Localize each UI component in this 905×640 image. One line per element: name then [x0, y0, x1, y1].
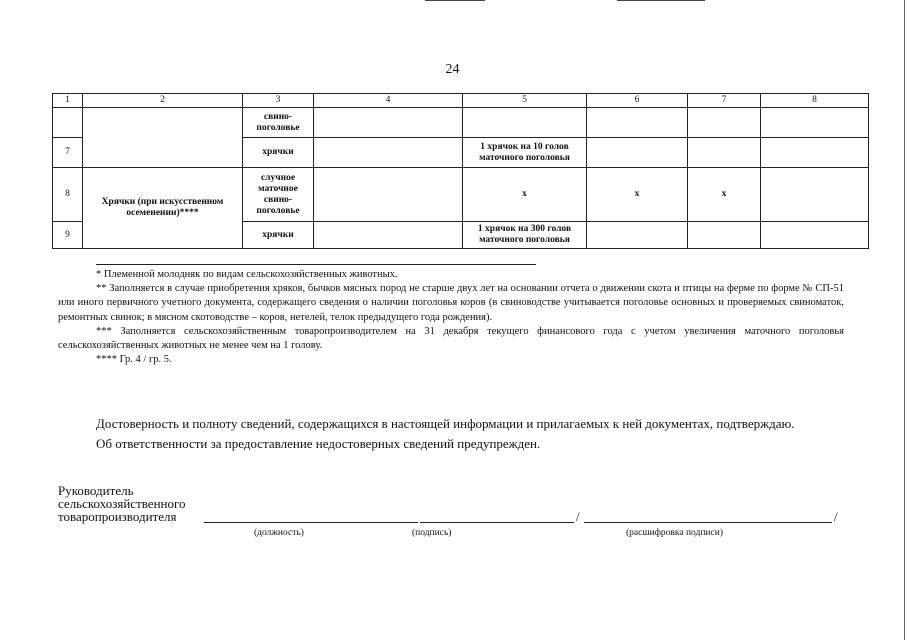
- table-cell-x-mark: х: [688, 168, 761, 222]
- position-field[interactable]: [204, 522, 418, 523]
- header-cell: 4: [314, 94, 463, 108]
- table-cell: [314, 222, 463, 249]
- table-cell-animal-group: случное маточное свино- поголовье: [243, 168, 314, 222]
- row-number: 8: [53, 168, 83, 222]
- header-cell: 1: [53, 94, 83, 108]
- row-number: 7: [53, 138, 83, 168]
- table-cell-norm: 1 хрячок на 10 голов маточного поголовья: [463, 138, 587, 168]
- signature-block: [58, 483, 858, 538]
- attestation-confirm: Достоверность и полноту сведений, содержащихся в настоящей информации и прилагаемых к ней документах, подтверждаю.: [96, 416, 795, 431]
- caption-signature: (подпись): [412, 528, 452, 538]
- signer-title-line-3: товаропроизводителя: [58, 509, 177, 524]
- attestation-liability: Об ответственности за предоставление недостоверных сведений предупрежден.: [96, 436, 541, 451]
- header-cell: 8: [761, 94, 869, 108]
- table-cell: [314, 108, 463, 138]
- table-header-row: [53, 94, 869, 108]
- footnote-3: *** Заполняется сельскохозяйственным товаропроизводителем на 31 декабря текущего финансового года с учетом увеличения маточного поголовья сельскохозяйственных животных не менее чем на 1 голову.: [58, 325, 844, 352]
- footnote-2: ** Заполняется в случае приобретения хряков, бычков мясных пород не старше двух лет на основании отчета о движении скота и птицы на ферме по форме № СП-51 или иного первичного учетного документа, содержащего сведения о наличии поголовья коров (в свиноводстве учитывается поголовье основных и проверяемых свиноматок, ремонтных свинок; в мясном скотоводстве – коров, нетелей, телок предыдущего года рождения).: [58, 283, 844, 323]
- table-cell-x-mark: х: [463, 168, 587, 222]
- table-cell: [761, 138, 869, 168]
- table-cell: [587, 138, 688, 168]
- table-cell: [463, 108, 587, 138]
- footnote-separator: [96, 264, 536, 265]
- table-cell: [53, 108, 83, 138]
- table-cell-norm: 1 хрячок на 300 голов маточного поголовья: [463, 222, 587, 249]
- signature-field[interactable]: [420, 522, 574, 523]
- table-cell-x-mark: х: [587, 168, 688, 222]
- table-cell: [761, 108, 869, 138]
- header-cell: 5: [463, 94, 587, 108]
- top-edge-mark-left: [425, 0, 485, 1]
- table-cell: [314, 138, 463, 168]
- table-cell: [587, 222, 688, 249]
- table-row: [53, 108, 869, 138]
- livestock-table: [52, 93, 869, 249]
- separator-slash: /: [576, 509, 580, 524]
- footnote-4: **** Гр. 4 / гр. 5.: [96, 354, 172, 366]
- table-cell-category: Хрячки (при искусственном осеменении)****: [83, 168, 243, 249]
- table-cell: [761, 168, 869, 222]
- caption-decode: (расшифровка подписи): [626, 528, 723, 538]
- table-row: [53, 168, 869, 222]
- page-number: 24: [445, 62, 460, 77]
- header-cell: 6: [587, 94, 688, 108]
- table-cell: [314, 168, 463, 222]
- table-cell: [688, 222, 761, 249]
- table-cell: [587, 108, 688, 138]
- table-cell-animal-type: хрячки: [243, 222, 314, 249]
- top-edge-mark-right: [617, 0, 705, 1]
- signature-decode-field[interactable]: [584, 522, 832, 523]
- footnotes: [58, 264, 844, 367]
- row-number: 9: [53, 222, 83, 249]
- header-cell: 2: [83, 94, 243, 108]
- table-cell-animal-group: свино- поголовье: [243, 108, 314, 138]
- signer-title-line-2: сельскохозяйственного: [58, 496, 186, 511]
- table-cell: [688, 108, 761, 138]
- table-cell: [83, 108, 243, 168]
- footnote-1: * Племенной молодняк по видам сельскохозяйственных животных.: [96, 269, 398, 280]
- separator-slash: /: [834, 509, 838, 524]
- signer-title-line-1: Руководитель: [58, 483, 134, 498]
- attestation: [58, 414, 844, 454]
- table-cell-animal-type: хрячки: [243, 138, 314, 168]
- table-cell: [761, 222, 869, 249]
- table-cell: [688, 138, 761, 168]
- header-cell: 3: [243, 94, 314, 108]
- caption-position: (должность): [254, 528, 304, 538]
- header-cell: 7: [688, 94, 761, 108]
